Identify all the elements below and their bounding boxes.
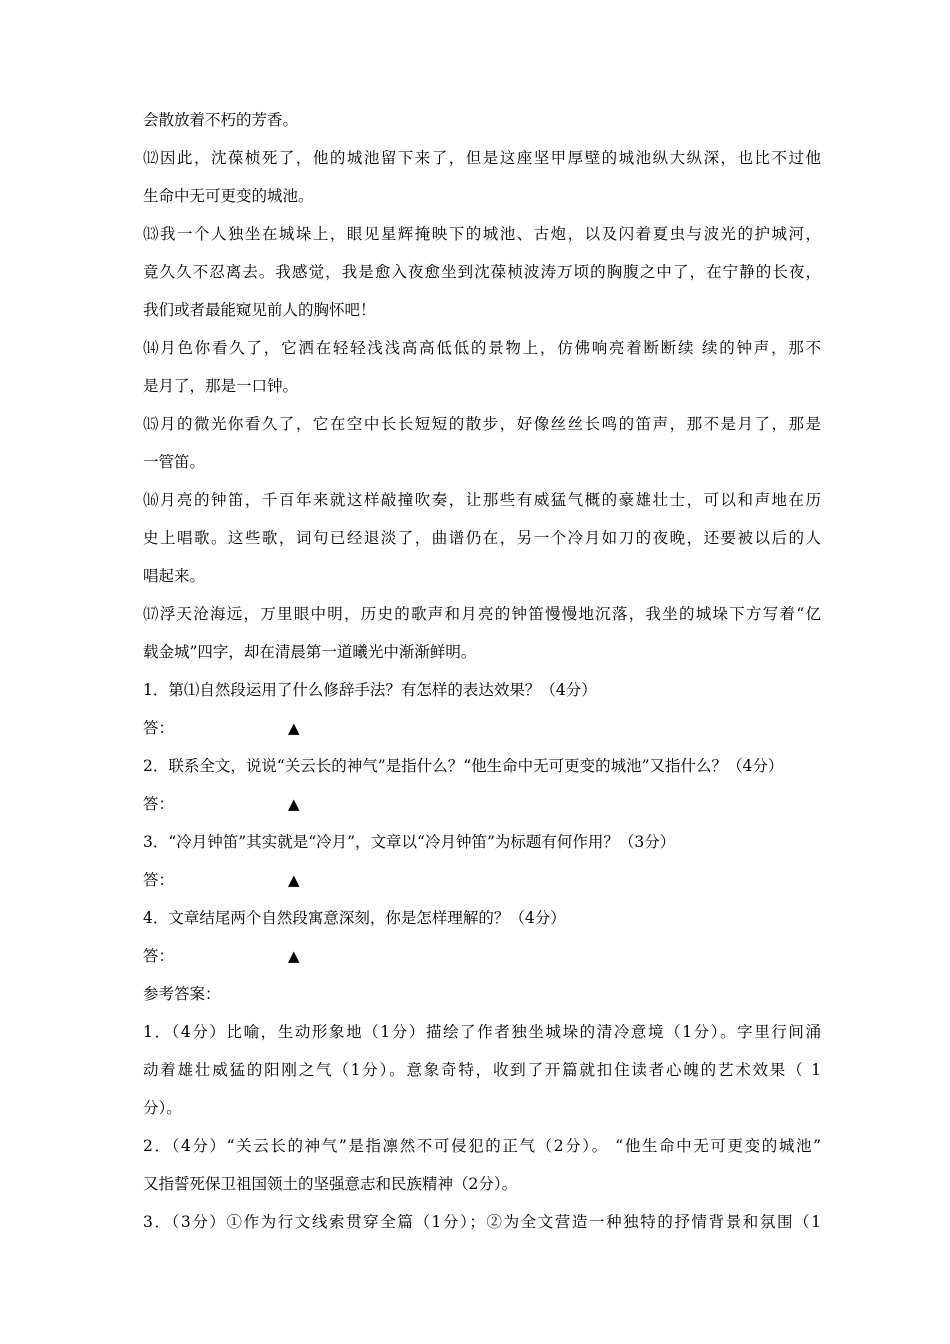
paragraph-12-line-2: 生命中无可更变的城池。 [143, 187, 314, 205]
answer-row-2 [143, 785, 821, 823]
reference-answer-2-line-1: 2．（4分）“关云长的神气”是指凛然不可侵犯的正气（2分）。 “他生命中无可更变的城池” [143, 1137, 821, 1155]
answer-row-1 [143, 709, 821, 747]
triangle-icon: ▲ [288, 719, 300, 737]
paragraph-14-line-1: ⒁月色你看久了，它洒在轻轻浅浅高高低低的景物上，仿佛响亮着断断续 续的钟声，那不 [143, 339, 821, 357]
paragraph-17-line-1: ⒄浮天沧海远，万里眼中明，历史的歌声和月亮的钟笛慢慢地沉落，我坐的城垛下方写着“亿 [143, 605, 821, 623]
question-2: 2．联系全文，说说“关云长的神气”是指什么？“他生命中无可更变的城池”又指什么？（4分） [143, 757, 784, 775]
answer-label: 答： [143, 795, 175, 813]
paragraph-13-line-2: 竟久久不忍离去。我感觉，我是愈入夜愈坐到沈葆桢波涛万顷的胸腹之中了，在宁静的长夜， [143, 263, 821, 281]
document-body [143, 101, 821, 1241]
paragraph-17-line-2: 载金城”四字，却在清晨第一道曦光中渐渐鲜明。 [143, 643, 477, 661]
reference-answer-3-line-1: 3．（3分）①作为行文线索贯穿全篇（1分）；②为全文营造一种独特的抒情背景和氛围（1 [143, 1213, 821, 1231]
paragraph-13-line-1: ⒀我一个人独坐在城垛上，眼见星辉掩映下的城池、古炮，以及闪着夏虫与波光的护城河， [143, 225, 821, 243]
answer-label: 答： [143, 719, 175, 737]
paragraph-16-line-3: 唱起来。 [143, 567, 206, 585]
question-1: 1．第⑴自然段运用了什么修辞手法？有怎样的表达效果？（4分） [143, 681, 597, 699]
paragraph-11-tail: 会散放着不朽的芳香。 [143, 111, 299, 129]
answer-label: 答： [143, 947, 175, 965]
triangle-icon: ▲ [288, 871, 300, 889]
answer-label: 答： [143, 871, 175, 889]
paragraph-15-line-2: 一管笛。 [143, 453, 206, 471]
paragraph-16-line-1: ⒃月亮的钟笛，千百年来就这样敲撞吹奏，让那些有威猛气概的豪雄壮士，可以和声地在历 [143, 491, 821, 509]
answer-row-4 [143, 937, 821, 975]
reference-answer-1-line-2: 动着雄壮威猛的阳刚之气（1分）。意象奇特，收到了开篇就扣住读者心魄的艺术效果（ 1 [143, 1061, 821, 1079]
paragraph-16-line-2: 史上唱歌。这些歌，词句已经退淡了，曲谱仍在，另一个冷月如刀的夜晚，还要被以后的人 [143, 529, 821, 547]
question-4: 4．文章结尾两个自然段寓意深刻，你是怎样理解的？（4分） [143, 909, 566, 927]
paragraph-12-line-1: ⑿因此，沈葆桢死了，他的城池留下来了，但是这座坚甲厚壁的城池纵大纵深，也比不过他 [143, 149, 821, 167]
paragraph-15-line-1: ⒂月的微光你看久了，它在空中长长短短的散步，好像丝丝长鸣的笛声，那不是月了，那是 [143, 415, 821, 433]
triangle-icon: ▲ [288, 795, 300, 813]
reference-answer-2-line-2: 又指誓死保卫祖国领土的坚强意志和民族精神（2分）。 [143, 1175, 518, 1193]
reference-answer-1-line-1: 1．（4分）比喻，生动形象地（1分）描绘了作者独坐城垛的清冷意境（1分）。字里行间涌 [143, 1023, 821, 1041]
paragraph-13-line-3: 我们或者最能窥见前人的胸怀吧！ [143, 301, 376, 319]
triangle-icon: ▲ [288, 947, 300, 965]
answer-row-3 [143, 861, 821, 899]
paragraph-14-line-2: 是月了，那是一口钟。 [143, 377, 299, 395]
reference-answer-1-line-3: 分）。 [143, 1099, 182, 1117]
reference-heading: 参考答案： [143, 985, 221, 1003]
question-3: 3．“冷月钟笛”其实就是“冷月”，文章以“冷月钟笛”为标题有何作用？（3分） [143, 833, 676, 851]
